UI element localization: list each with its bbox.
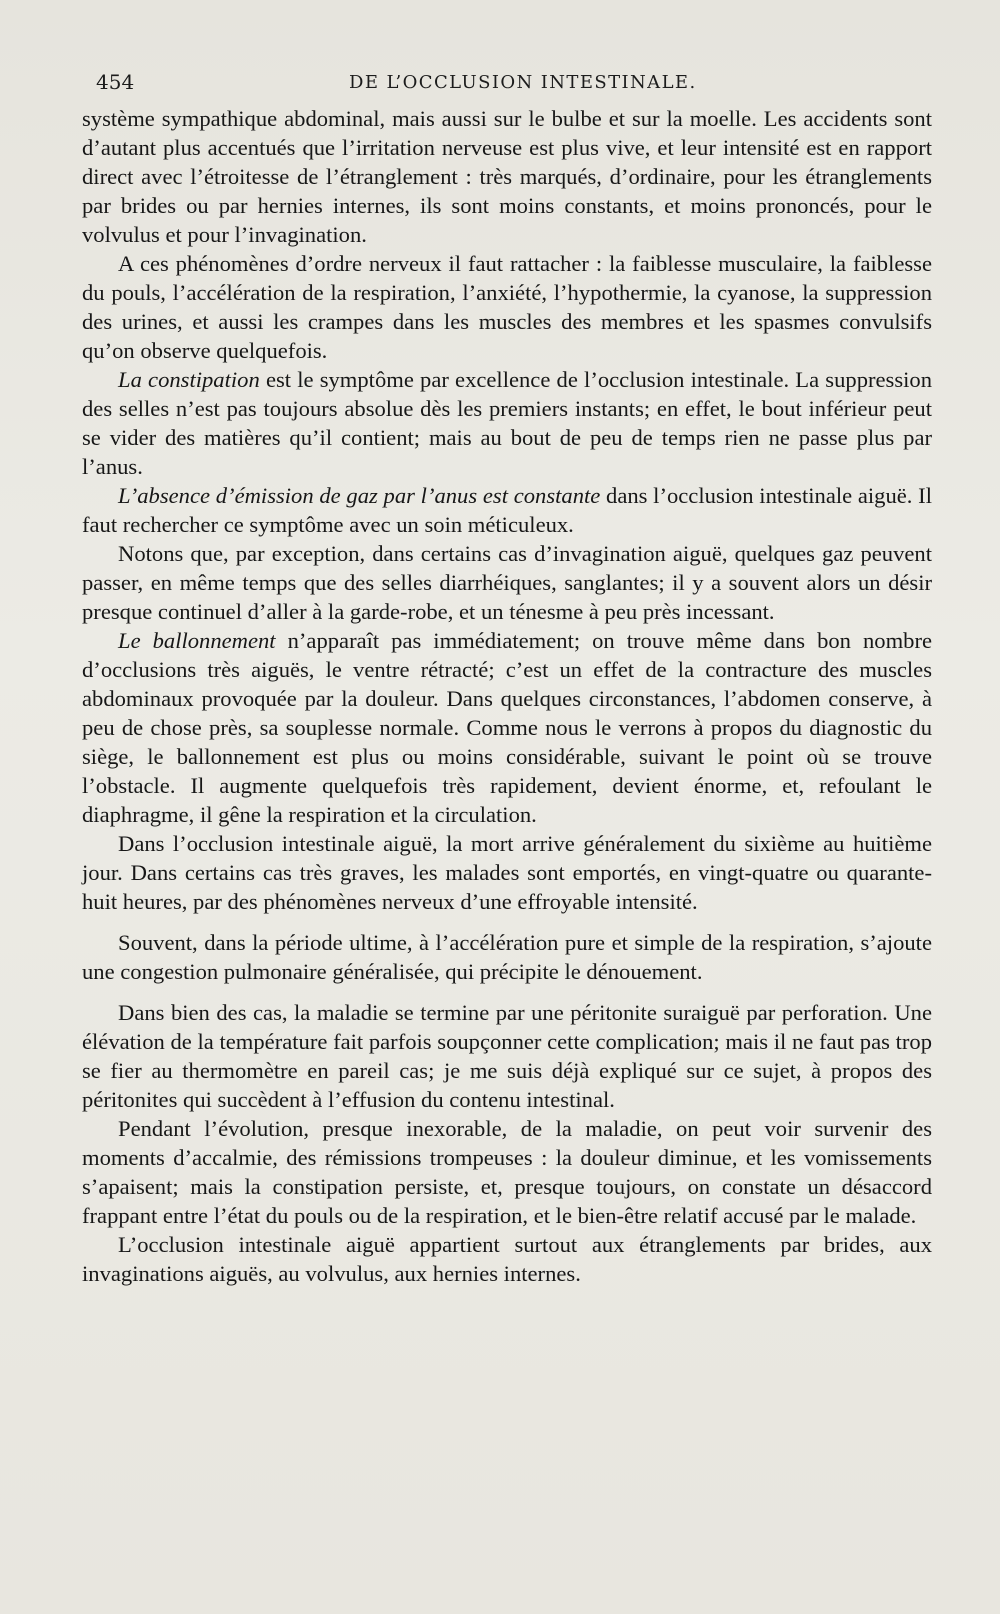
paragraph-remissions — [82, 1114, 932, 1230]
paragraph-text: n’apparaît pas immédiatement; on trouve même dans bon nombre d’occlusions très aiguës, le ventre rétracté; c’est un effet de la contracture des muscles abdominaux provoquée par la douleur. Dans quelques circonstances, l’abdomen conserve, à peu de chose près, sa souplesse normale. Comme nous le verrons à propos du diagnostic du siège, le ballonnement est plus ou moins considérable, suivant le point où se trouve l’obstacle. Il augmente quelquefois très rapidement, devient énorme, et, refoulant le diaphragme, il gêne la respiration et la circulation. — [82, 628, 933, 827]
running-title: DE L’OCCLUSION INTESTINALE. — [349, 72, 697, 93]
paragraph-text: Souvent, dans la période ultime, à l’accélération pure et simple de la respiration, s’ajoute une congestion pulmonaire généralisée, qui précipite le dénouement. — [82, 930, 932, 984]
paragraph-nervous-phenomena — [82, 249, 932, 365]
paragraph-invagination-exception — [82, 539, 932, 626]
paragraph-text: système sympathique abdominal, mais aussi sur le bulbe et sur la moelle. Les accidents sont d’autant plus accentués que l’irritation nerveuse est plus vive, et leur intensité est en rapport direct avec l’étroitesse de l’étranglement : très marqués, d’ordinaire, pour les étranglements par brides ou par hernies internes, ils sont moins constants, et moins prononcés, pour le volvulus et pour l’invagination. — [82, 106, 932, 247]
paragraph-constipation — [82, 365, 932, 481]
page-number: 454 — [96, 70, 135, 94]
paragraph-ballonnement — [82, 626, 932, 829]
paragraph-text: dans l’occlusion intestinale aiguë. Il faut rechercher ce symptôme avec un soin méticuleux. — [82, 483, 932, 537]
paragraph-text: Notons que, par exception, dans certains cas d’invagination aiguë, quelques gaz peuvent passer, en même temps que des selles diarrhéiques, sanglantes; il y a souvent alors un désir presque continuel d’aller à la garde-robe, et un ténesme à peu près incessant. — [82, 541, 932, 624]
paragraph-death — [82, 829, 932, 916]
paragraph-text: Dans l’occlusion intestinale aiguë, la mort arrive généralement du sixième au huitième jour. Dans certains cas très graves, les malades sont emportés, en vingt-quatre ou quarante-huit heures, par des phénomènes nerveux d’une effroyable intensité. — [82, 831, 932, 914]
paragraph-text: A ces phénomènes d’ordre nerveux il faut rattacher : la faiblesse musculaire, la faiblesse du pouls, l’accélération de la respiration, l’anxiété, l’hypothermie, la cyanose, la suppression des urines, et aussi les crampes dans les muscles des membres et les spasmes convulsifs qu’on observe quelquefois. — [82, 251, 932, 363]
paragraph-text: est le symptôme par excellence de l’occlusion intestinale. La suppression des selles n’est pas toujours absolue dès les premiers instants; en effet, le bout inférieur peut se vider des matières qu’il contient; mais au bout de peu de temps rien ne passe plus par l’anus. — [82, 367, 932, 479]
paragraph-text: Dans bien des cas, la maladie se termine par une péritonite suraiguë par perforation. Une élévation de la température fait parfois soupçonner cette complication; mais il ne faut pas trop se fier au thermomètre en pareil cas; je me suis déjà expliqué sur ce sujet, à propos des péritonites qui succèdent à l’effusion du contenu intestinal. — [82, 1000, 932, 1112]
paragraph-lead-italic: La constipation — [118, 367, 260, 392]
paragraph-peritonitis — [82, 998, 932, 1114]
paragraph-causes — [82, 1230, 932, 1288]
paragraph-pulmonary-congestion — [82, 928, 932, 986]
body-text — [82, 104, 932, 1288]
paragraph-lead-italic: Le ballonnement — [118, 628, 276, 653]
paragraph-gas-emission — [82, 481, 932, 539]
paragraph-text: L’occlusion intestinale aiguë appartient surtout aux étranglements par brides, aux invaginations aiguës, au volvulus, aux hernies internes. — [82, 1232, 932, 1286]
paragraph-continued — [82, 104, 932, 249]
paragraph-text: Pendant l’évolution, presque inexorable, de la maladie, on peut voir survenir des moments d’accalmie, des rémissions trompeuses : la douleur diminue, et les vomissements s’apaisent; mais la constipation persiste, et, presque toujours, on constate un désaccord frappant entre l’état du pouls ou de la respiration, et le bien-être relatif accusé par le malade. — [82, 1116, 932, 1228]
paragraph-lead-italic: L’absence d’émission de gaz par l’anus est constante — [118, 483, 601, 508]
running-head — [96, 70, 936, 100]
